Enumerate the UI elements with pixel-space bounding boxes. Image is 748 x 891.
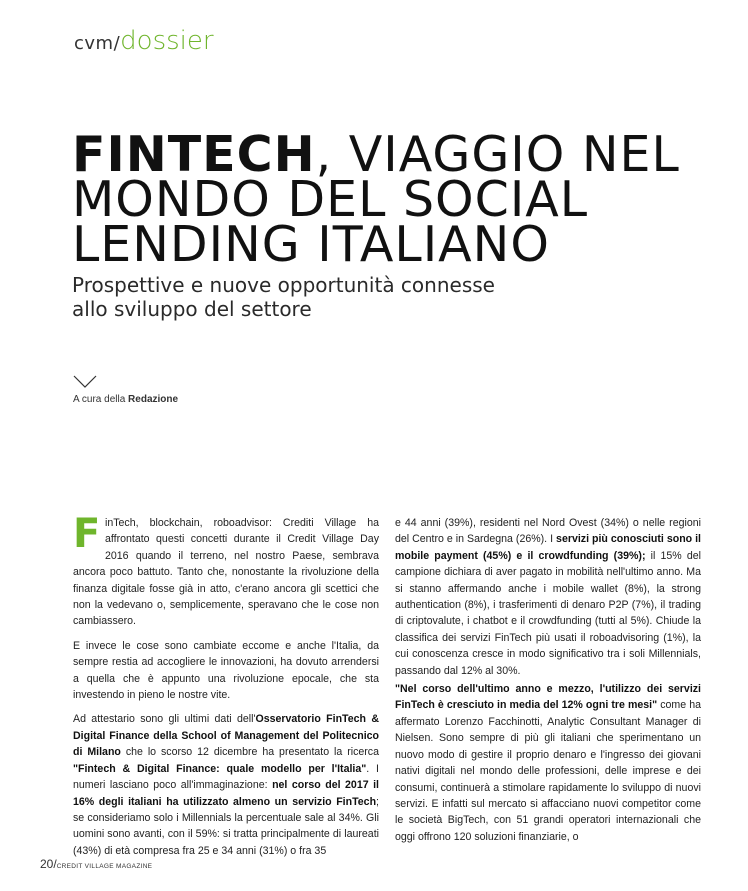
paragraph-intro-text: inTech, blockchain, roboadvisor: Crediti Village ha affrontato questi concetti durante il Credit Village Day 2016 quando il terreno, nel nostro Paese, sembrava ancora poco battuto. Tanto che, nonostante la rivoluzione della finanza digitale fosse già in atto, c'erano ancora gli scettici che non la vedevano o, semplicemente, speravano che le cose non cambiassero. — [73, 517, 379, 628]
chevron-down-icon — [73, 375, 97, 389]
byline — [73, 394, 178, 405]
text-run: Ad attestario sono gli ultimi dati dell' — [73, 713, 256, 726]
subtitle-line1: Prospettive e nuove opportunità connesse — [72, 273, 495, 297]
paragraph-continued — [395, 515, 701, 679]
drop-cap: F — [73, 511, 101, 557]
paragraph-intro — [73, 511, 379, 630]
text-run: che lo scorso 12 dicembre ha presentato la ricerca — [120, 746, 379, 759]
article-subtitle — [72, 273, 572, 321]
pull-quote: "Nel corso dell'ultimo anno e mezzo, l'utilizzo dei servizi FinTech è cresciuto in media del 12% ogni tre mesi" — [395, 683, 701, 712]
section-label: dossier — [120, 26, 214, 56]
highlight-osservatorio: Osservatorio FinTech & Digital Finance della School of Management del Politecnico di Milano — [73, 713, 379, 759]
paragraph-quote — [395, 681, 701, 845]
highlight-research-title: "Fintech & Digital Finance: quale modello per l'Italia" — [73, 762, 367, 775]
highlight-statistic: nel corso del 2017 il 16% degli italiani ha utilizzato almeno un servizio FinTech — [73, 779, 379, 808]
paragraph-third — [73, 711, 379, 859]
byline-prefix: A cura della — [73, 394, 129, 405]
text-run: il 15% del campione dichiara di aver pagato in mobilità nell'ultimo anno. Ma si stanno affermando anche i mobile wallet (8%), la strong authentication (8%), i trasferimenti di denaro P2P (7%), il trading di criptovalute, i chatbot e il crowdfunding (tutti al 5%). Chiude la classifica dei servizi FinTech più usati il roboadvisoring (1%), la cui conoscenza cresce in modo significativo tra i soli Millennials, passando dal 12% al 30%. — [395, 549, 701, 677]
paragraph-second: E invece le cose sono cambiate eccome e anche l'Italia, da sempre restia ad accogliere le innovazioni, ha dovuto arrendersi a quella che è appunto una rivoluzione epocale, che sta investendo in pieno le nostre vite. — [73, 639, 379, 702]
highlight-services: servizi più conosciuti sono il mobile payment (45%) e il crowdfunding (39%); — [395, 533, 702, 562]
article-column-left — [73, 511, 379, 861]
byline-author: Redazione — [128, 394, 179, 405]
text-run: e 44 anni (39%), residenti nel Nord Ovest (34%) o nelle regioni del Centro e in Sardegna (26%). I — [395, 517, 701, 546]
subtitle-line2: allo sviluppo del settore — [72, 297, 312, 321]
title-line3: LENDING ITALIANO — [72, 216, 550, 273]
article-title — [72, 126, 732, 273]
magazine-brand: cvm/ — [74, 33, 121, 54]
title-line2: MONDO DEL SOCIAL — [72, 171, 589, 228]
text-run: . I numeri lasciano poco all'immaginazione: — [73, 762, 379, 792]
section-header — [74, 26, 214, 56]
magazine-name: CREDIT VILLAGE MAGAZINE — [56, 863, 153, 870]
page-footer — [40, 857, 152, 871]
article-column-right — [395, 515, 701, 847]
title-keyword: FINTECH — [72, 126, 316, 183]
title-line1-rest: , VIAGGIO NEL — [315, 126, 680, 183]
page-number: 20/ — [40, 857, 57, 871]
text-run: ; se consideriamo solo i Millennials la percentuale sale al 34%. Gli uomini sono avanti, con il 59%: si tratta principalmente di laureati (43%) di età compresa fra 25 e 34 anni (31%) o fra 35 — [73, 795, 379, 857]
text-run: come ha affermato Lorenzo Facchinotti, Analytic Consultant Manager di Nielsen. Sono sempre di più gli italiani che sperimentano un nuovo modo di gestire il proprio denaro e l'ingresso dei giovani nativi digitali nel mondo delle professioni, delle imprese e dei consumi, continuerà a stimolare rapidamente lo sviluppo di nuovi servizi. E infatti sul mercato si affacciano nuovi competitor come le società BigTech, con 51 grandi operatori internazionali che oggi offrono 120 soluzioni finanziarie, o — [395, 699, 702, 843]
